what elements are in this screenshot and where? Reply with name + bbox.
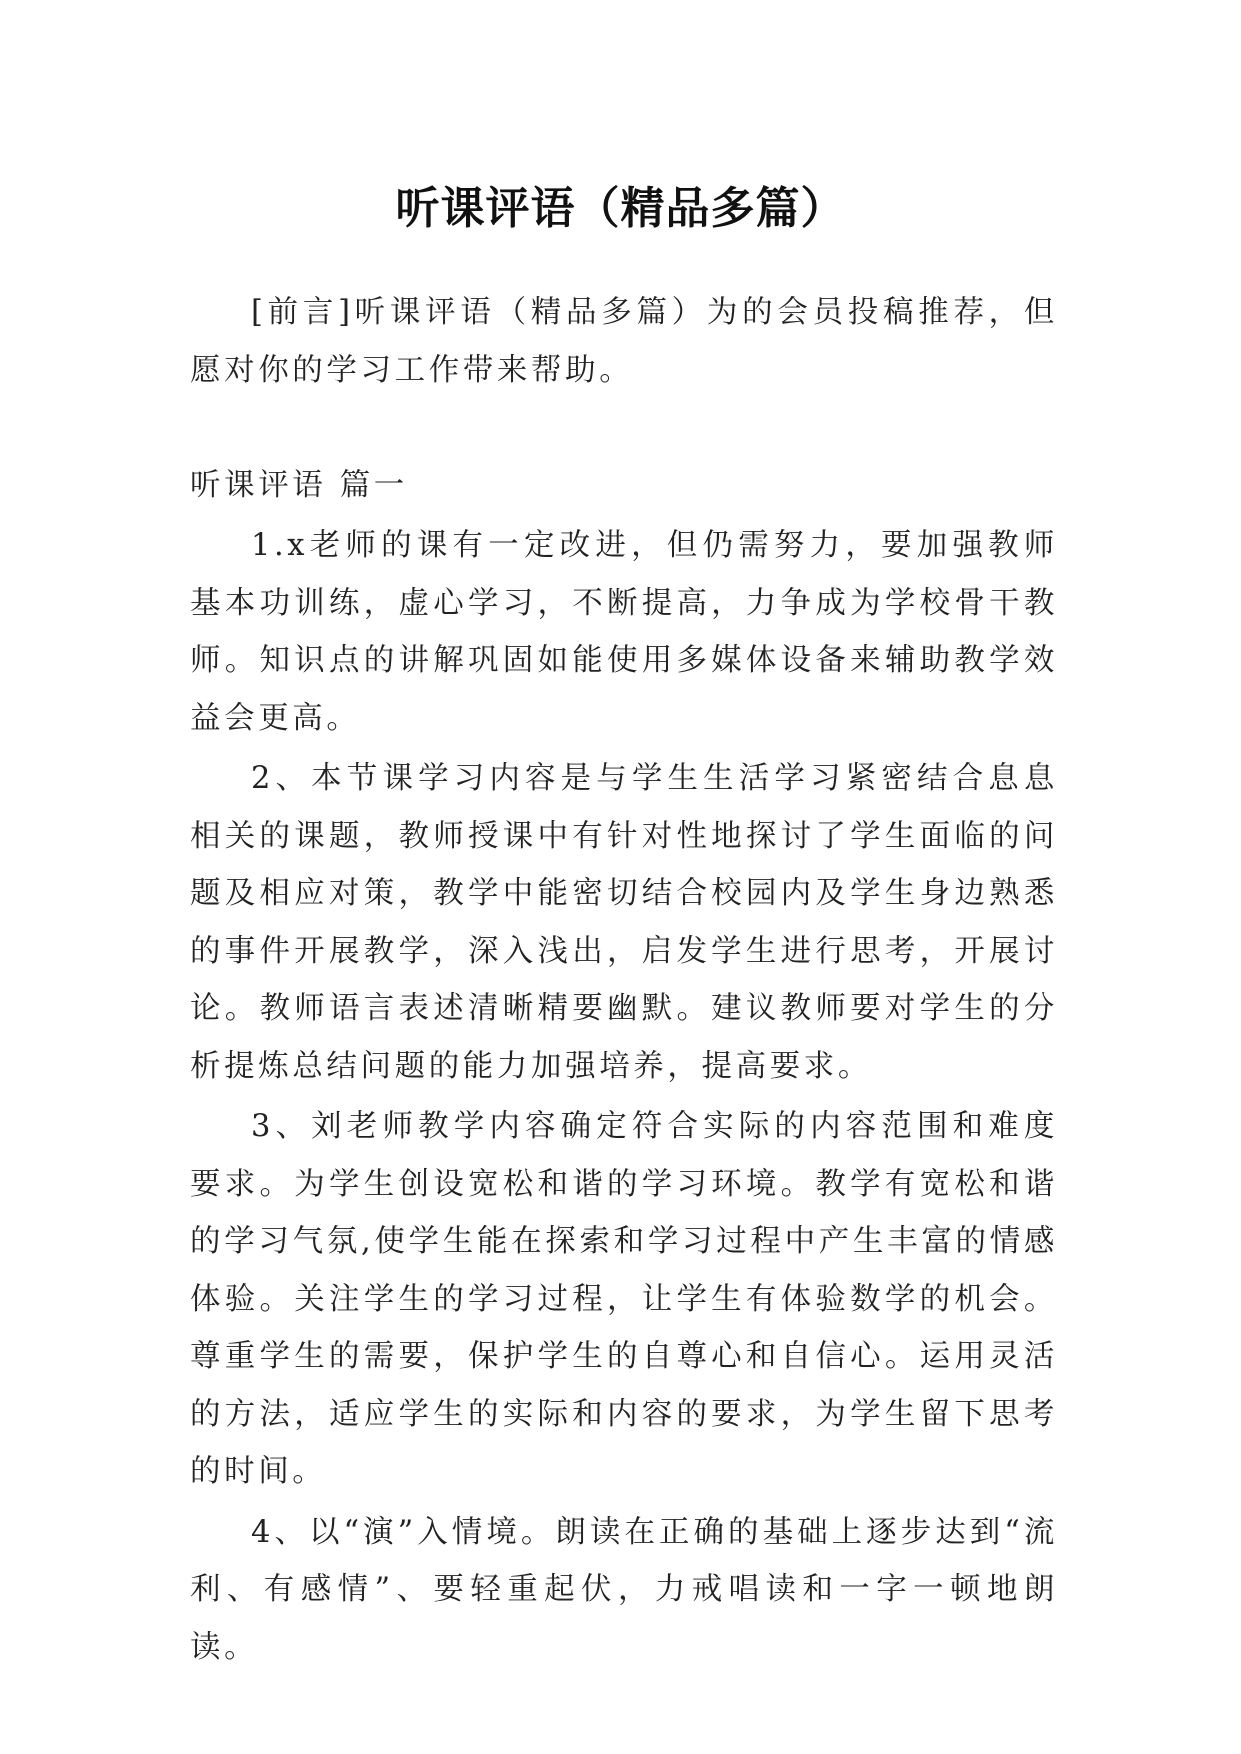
document-body — [190, 284, 1058, 1676]
paragraph-item-2: 2、本节课学习内容是与学生生活学习紧密结合息息相关的课题，教师授课中有针对性地探讨了学生面临的问题及相应对策，教学中能密切结合校园内及学生身边熟悉的事件开展教学，深入浅出，启发学生进行思考，开展讨论。教师语言表述清晰精要幽默。建议教师要对学生的分析提炼总结问题的能力加强培养，提高要求。 — [190, 761, 1058, 1084]
section-heading: 听课评语 篇一 — [190, 467, 408, 503]
intro-paragraph: [前言]听课评语（精品多篇）为的会员投稿推荐，但愿对你的学习工作带来帮助。 — [190, 295, 1058, 388]
paragraph-item-4: 4、以“演”入情境。朗读在正确的基础上逐步达到“流利、有感情”、要轻重起伏，力戒唱读和一字一顿地朗读。 — [190, 1514, 1058, 1665]
paragraph-item-3: 3、刘老师教学内容确定符合实际的内容范围和难度要求。为学生创设宽松和谐的学习环境。教学有宽松和谐的学习气氛,使学生能在探索和学习过程中产生丰富的情感体验。关注学生的学习过程，让学生有体验数学的机会。尊重学生的需要，保护学生的自尊心和自信心。运用灵活的方法，适应学生的实际和内容的要求，为学生留下思考的时间。 — [190, 1109, 1058, 1489]
document-title: 听课评语（精品多篇） — [395, 183, 846, 235]
paragraph-item-1: 1.x老师的课有一定改进，但仍需努力，要加强教师基本功训练，虚心学习，不断提高，力争成为学校骨干教师。知识点的讲解巩固如能使用多媒体设备来辅助教学效益会更高。 — [190, 528, 1058, 736]
